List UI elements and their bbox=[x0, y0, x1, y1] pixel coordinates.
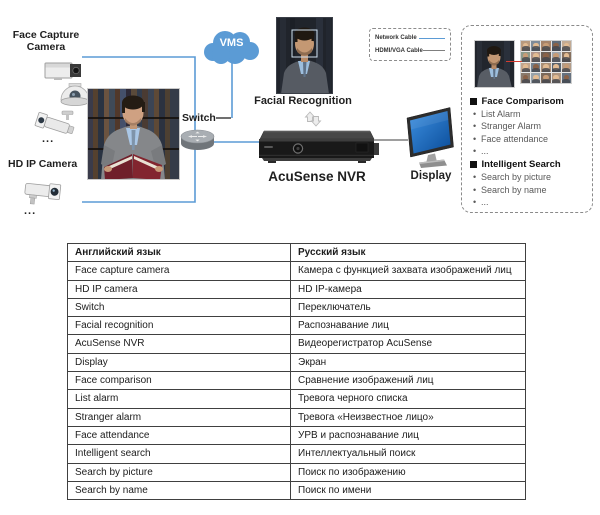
legend-label-network-cable: Network Cable bbox=[375, 35, 417, 42]
table-cell-ru: Поиск по изображению bbox=[291, 463, 526, 481]
table-cell-ru: Переключатель bbox=[291, 298, 526, 316]
table-cell-en: Face comparison bbox=[68, 372, 291, 390]
feature-item-face-attendance bbox=[470, 133, 589, 145]
table-cell-ru: Камера с функцией захвата изображений лиц bbox=[291, 262, 526, 280]
table-cell-en: Stranger alarm bbox=[68, 408, 291, 426]
ellipsis-cameras: ... bbox=[42, 133, 55, 145]
feature-item-text: Stranger Alarm bbox=[481, 121, 542, 132]
face-thumbnail bbox=[552, 41, 561, 51]
table-row bbox=[68, 298, 526, 316]
feature-item-text: Face attendance bbox=[481, 133, 549, 144]
panel-face-photo bbox=[474, 40, 515, 88]
table-cell-ru: Сравнение изображений лиц bbox=[291, 372, 526, 390]
dot-bullet-icon: • bbox=[473, 172, 477, 183]
display-monitor bbox=[404, 104, 457, 168]
table-cell-en: Face attendance bbox=[68, 426, 291, 444]
face-thumbnail bbox=[562, 41, 571, 51]
box-camera-icon bbox=[44, 60, 82, 81]
face-thumbnail bbox=[531, 73, 540, 83]
face-collage bbox=[520, 40, 572, 84]
table-cell-ru: УРВ и распознавание лиц bbox=[291, 426, 526, 444]
face-thumbnail bbox=[531, 52, 540, 62]
table-row bbox=[68, 353, 526, 371]
translation-table bbox=[67, 243, 526, 500]
dot-bullet-icon: • bbox=[473, 121, 477, 132]
table-cell-en: AcuSense NVR bbox=[68, 335, 291, 353]
switch-icon bbox=[179, 128, 216, 151]
table-cell-en: Display bbox=[68, 353, 291, 371]
dot-bullet-icon: • bbox=[473, 196, 477, 207]
feature-list bbox=[470, 94, 589, 208]
face-thumbnail bbox=[541, 52, 550, 62]
table-row bbox=[68, 445, 526, 463]
table-cell-en: Face capture camera bbox=[68, 262, 291, 280]
facial-recognition-photo bbox=[276, 17, 333, 94]
table-cell-en: Search by name bbox=[68, 481, 291, 499]
match-connector-line bbox=[506, 61, 522, 62]
feature-item-ellipsis-2 bbox=[470, 196, 589, 208]
table-cell-ru: Тревога «Неизвестное лицо» bbox=[291, 408, 526, 426]
square-bullet-icon bbox=[470, 161, 477, 168]
feature-item-text: ... bbox=[481, 196, 489, 207]
cable-legend bbox=[369, 28, 451, 61]
section-title-text: Face Comparisom bbox=[481, 96, 564, 107]
face-thumbnail bbox=[521, 73, 530, 83]
table-cell-en: Switch bbox=[68, 298, 291, 316]
facial-recognition-label: Facial Recognition bbox=[254, 95, 352, 107]
legend-item-network-cable bbox=[375, 35, 445, 41]
face-thumbnail bbox=[541, 73, 550, 83]
hdmi-vga-cable-line-swatch bbox=[423, 50, 445, 51]
table-cell-ru: Тревога черного списка bbox=[291, 390, 526, 408]
table-cell-en: Search by picture bbox=[68, 463, 291, 481]
table-row bbox=[68, 408, 526, 426]
section-title-text: Intelligent Search bbox=[481, 159, 561, 171]
face-capture-camera-label: Face Capture Camera bbox=[12, 29, 80, 53]
table-header-en: Английский язык bbox=[68, 244, 291, 262]
face-thumbnail bbox=[521, 41, 530, 51]
hd-ip-camera-label: HD IP Camera bbox=[8, 158, 78, 170]
nvr-device bbox=[256, 127, 386, 165]
hd-bullet-camera-icon bbox=[22, 176, 64, 208]
face-thumbnail bbox=[552, 73, 561, 83]
table-cell-ru: Интеллектуальный поиск bbox=[291, 445, 526, 463]
legend-item-hdmi-vga-cable bbox=[375, 48, 445, 54]
dot-bullet-icon: • bbox=[473, 133, 477, 144]
feature-item-text: List Alarm bbox=[481, 109, 521, 120]
face-thumbnail bbox=[521, 52, 530, 62]
table-cell-ru: Распознавание лиц bbox=[291, 317, 526, 335]
legend-label-hdmi-vga-cable: HDMI/VGA Cable bbox=[375, 47, 423, 54]
face-thumbnail bbox=[541, 63, 550, 73]
table-row bbox=[68, 280, 526, 298]
table-cell-en: HD IP camera bbox=[68, 280, 291, 298]
feature-item-text: ... bbox=[481, 146, 489, 157]
table-row bbox=[68, 463, 526, 481]
table-cell-ru: Экран bbox=[291, 353, 526, 371]
table-cell-en: List alarm bbox=[68, 390, 291, 408]
feature-item-search-by-name bbox=[470, 183, 589, 195]
face-thumbnail bbox=[562, 52, 571, 62]
face-thumbnail bbox=[562, 63, 571, 73]
feature-item-stranger-alarm bbox=[470, 120, 589, 132]
table-cell-ru: Поиск по имени bbox=[291, 481, 526, 499]
display-label: Display bbox=[410, 170, 452, 182]
nvr-label: AcuSense NVR bbox=[268, 169, 366, 184]
table-header-row bbox=[68, 244, 526, 262]
switch-label: Switch bbox=[182, 112, 216, 124]
table-row bbox=[68, 390, 526, 408]
network-cable-line-swatch bbox=[419, 38, 445, 39]
dot-bullet-icon: • bbox=[473, 184, 477, 195]
dot-bullet-icon: • bbox=[473, 109, 477, 120]
scene-photo bbox=[87, 88, 180, 180]
table-row bbox=[68, 426, 526, 444]
table-cell-ru: Видеорегистратор AcuSense bbox=[291, 335, 526, 353]
table-row bbox=[68, 317, 526, 335]
table-row bbox=[68, 481, 526, 499]
table-cell-en: Intelligent search bbox=[68, 445, 291, 463]
feature-item-text: Search by name bbox=[481, 184, 547, 195]
bullet-camera-icon bbox=[34, 109, 78, 140]
table-row bbox=[68, 372, 526, 390]
section-title-face-comparison bbox=[470, 95, 589, 108]
table-row bbox=[68, 262, 526, 280]
face-thumbnail bbox=[531, 63, 540, 73]
feature-item-ellipsis-1 bbox=[470, 145, 589, 157]
vms-label: VMS bbox=[219, 37, 244, 49]
feature-item-search-by-picture bbox=[470, 171, 589, 183]
sync-arrows-icon bbox=[303, 109, 323, 129]
face-thumbnail bbox=[552, 52, 561, 62]
face-thumbnail bbox=[562, 73, 571, 83]
table-cell-ru: HD IP-камера bbox=[291, 280, 526, 298]
feature-item-list-alarm bbox=[470, 108, 589, 120]
face-thumbnail bbox=[552, 63, 561, 73]
table-row bbox=[68, 335, 526, 353]
section-title-intelligent-search bbox=[470, 158, 589, 171]
dot-bullet-icon: • bbox=[473, 146, 477, 157]
face-thumbnail bbox=[531, 41, 540, 51]
face-thumbnail bbox=[541, 41, 550, 51]
table-cell-en: Facial recognition bbox=[68, 317, 291, 335]
square-bullet-icon bbox=[470, 98, 477, 105]
ellipsis-hd-camera: ... bbox=[24, 205, 37, 217]
face-thumbnail bbox=[521, 63, 530, 73]
table-header-ru: Русский язык bbox=[291, 244, 526, 262]
feature-item-text: Search by picture bbox=[481, 172, 552, 183]
